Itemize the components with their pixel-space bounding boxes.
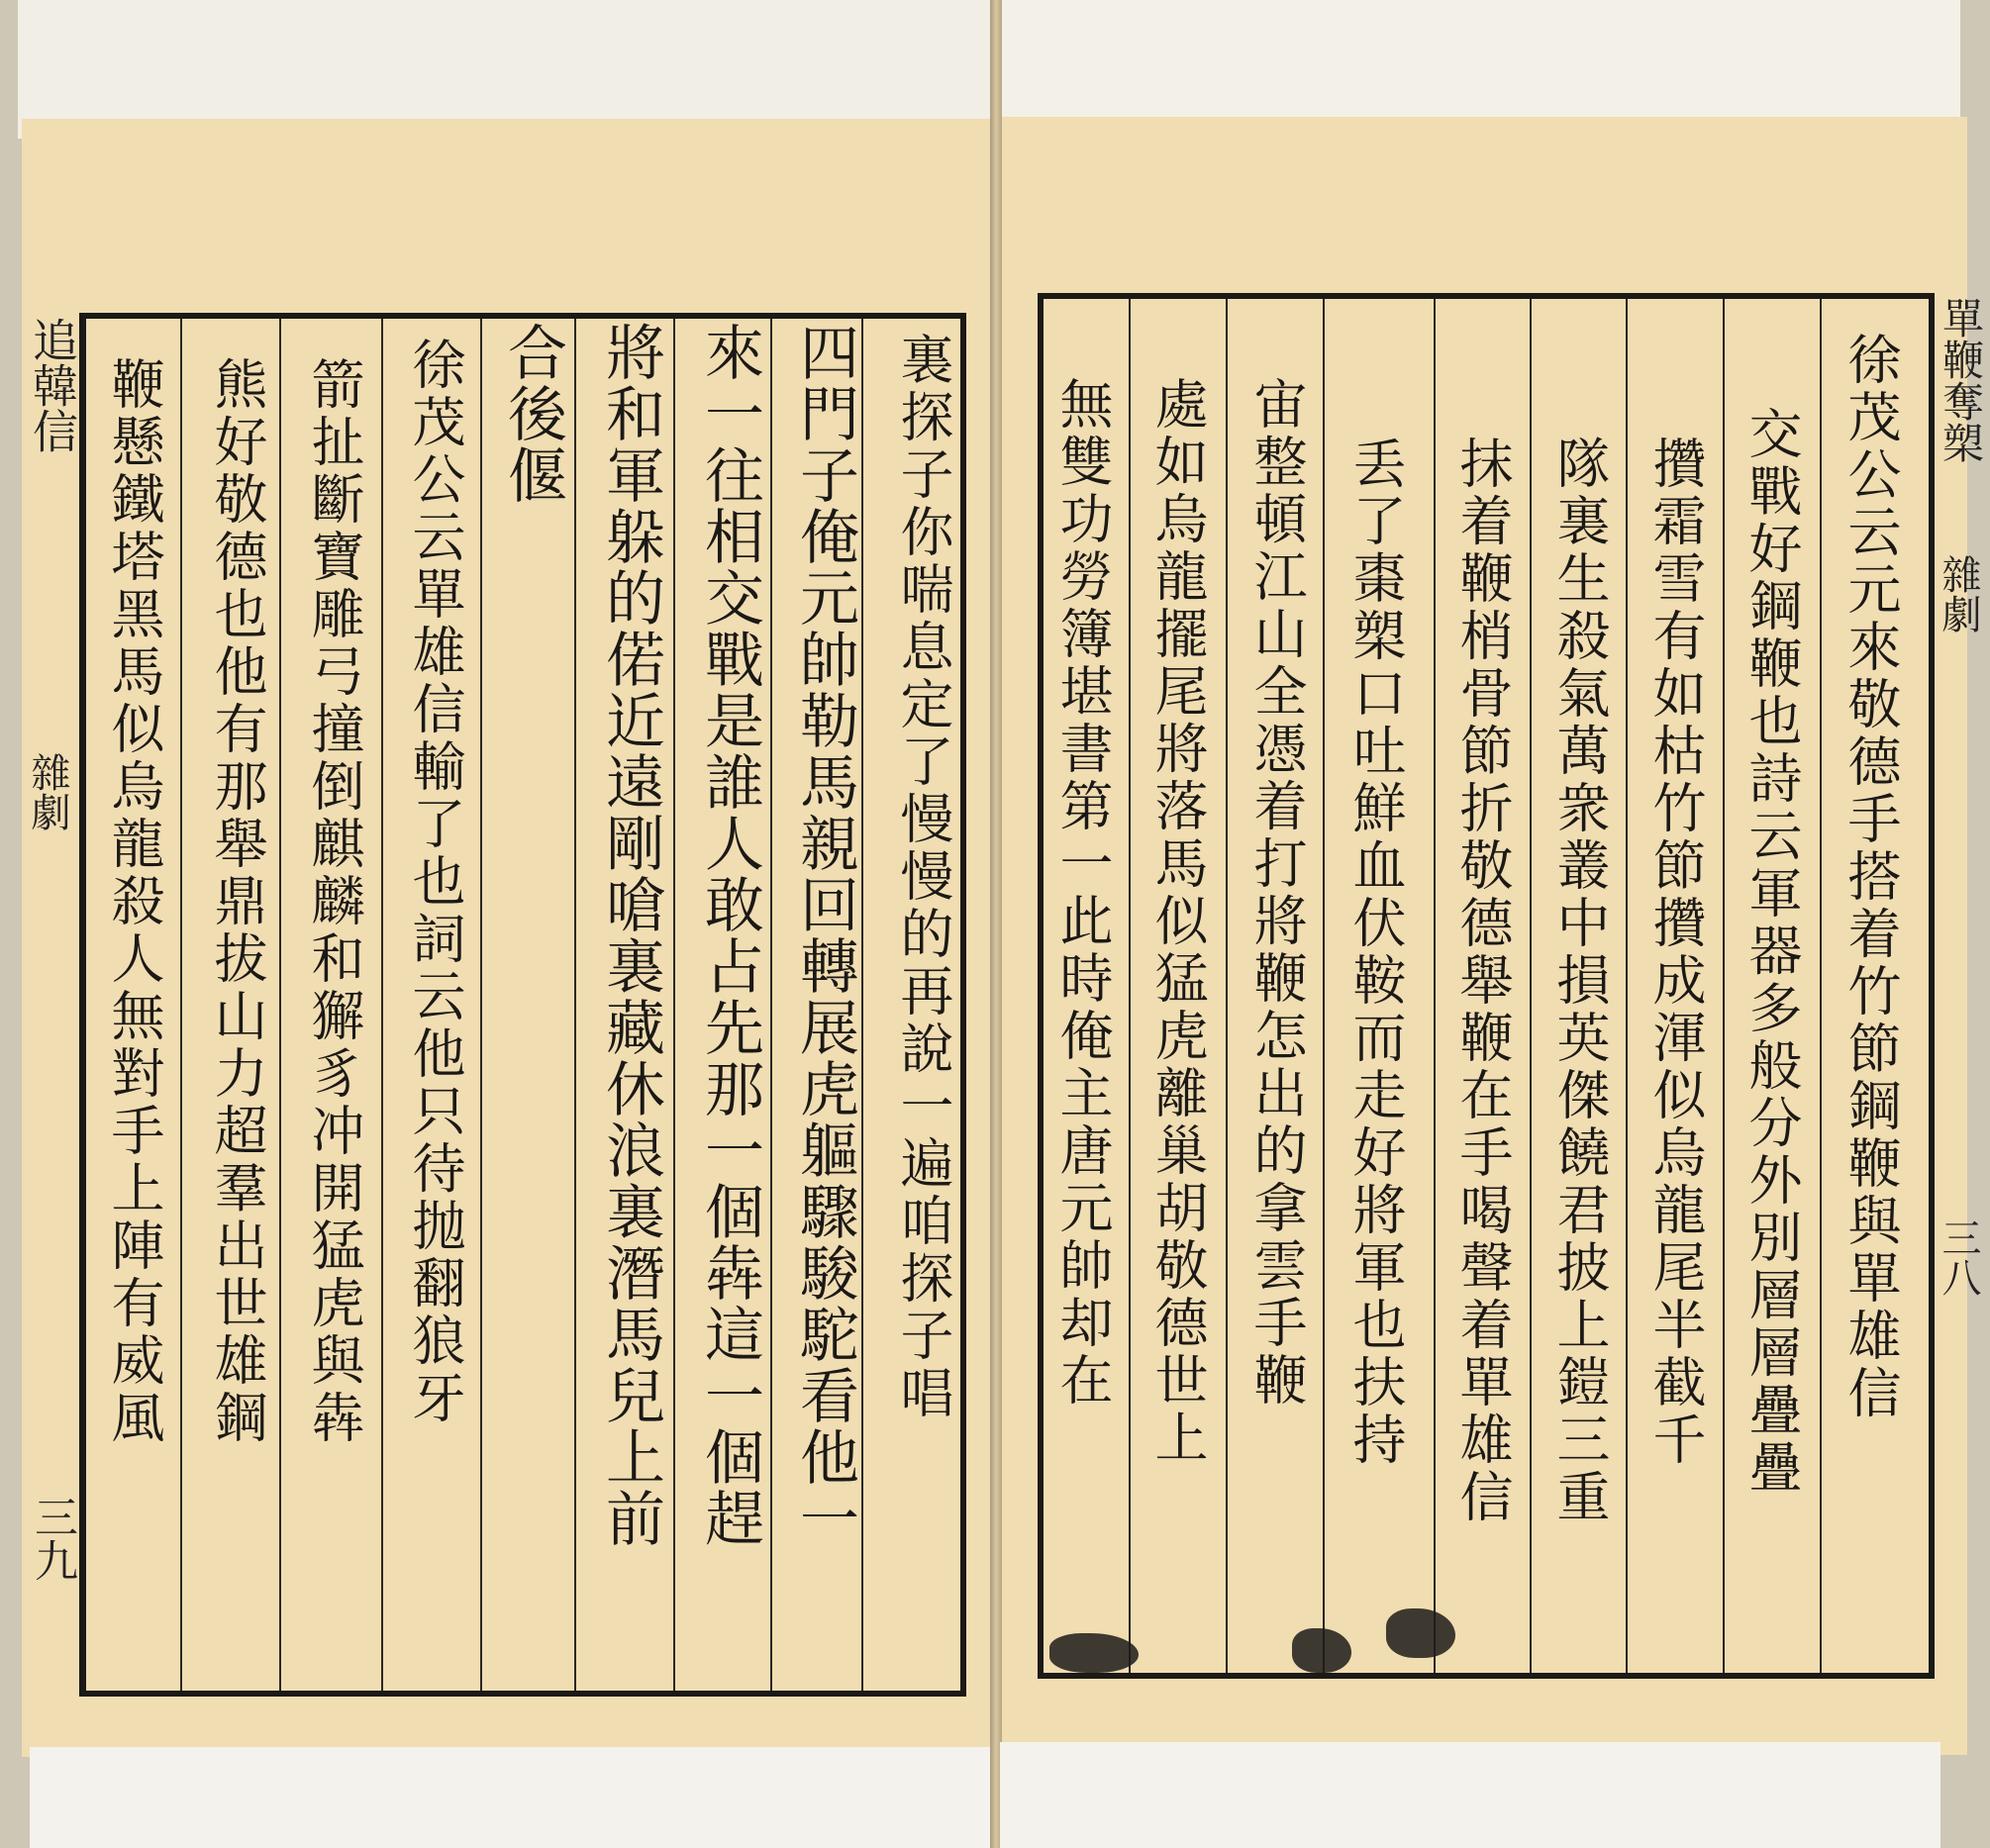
right-edge-folio: 三八 xyxy=(1936,1217,1981,1297)
column-rule xyxy=(180,319,182,1691)
column-rule xyxy=(770,319,772,1691)
column-rule xyxy=(1323,299,1325,1673)
column-rule xyxy=(574,319,576,1691)
right-edge-title: 單鞭奪槊 xyxy=(1937,297,1985,463)
bottom-margin-right xyxy=(1000,1742,1940,1848)
top-margin-left xyxy=(18,0,993,139)
left-edge-folio: 三九 xyxy=(27,1495,77,1582)
text-column: 宙整頓江山全憑着打將鞭怎出的拿雲手鞭 xyxy=(1245,376,1308,1410)
right-edge-genre: 雜劇 xyxy=(1936,554,1981,633)
left-edge-title: 追韓信 xyxy=(26,317,79,453)
column-rule xyxy=(861,319,863,1691)
text-column: 隊裏生殺氣萬衆叢中損英傑饒君披上鎧三重 xyxy=(1548,436,1611,1526)
text-column: 合後偃 xyxy=(498,322,567,506)
text-column: 徐茂公云單雄信輸了也詞云他只待抛翻狼牙 xyxy=(404,337,466,1427)
text-column: 攢霜雪有如枯竹節攢成渾似烏龍尾半截千 xyxy=(1644,436,1707,1469)
column-rule xyxy=(1820,299,1822,1673)
column-rule xyxy=(279,319,281,1691)
column-rule xyxy=(480,319,482,1691)
column-rule xyxy=(1723,299,1725,1673)
column-rule xyxy=(1226,299,1228,1673)
column-rule xyxy=(1626,299,1628,1673)
text-column: 熊好敬德也他有那舉鼎拔山力超羣出世雄鋼 xyxy=(206,356,268,1447)
ink-smudge xyxy=(1049,1633,1139,1673)
column-rule xyxy=(1434,299,1436,1673)
text-column: 來一往相交戰是誰人敢占先那一個犇這一個趕 xyxy=(695,322,764,1549)
text-column: 裏探子你喘息定了慢慢的再說一遍咱探子唱 xyxy=(892,332,954,1422)
text-column: 處如烏龍擺尾將落馬似猛虎離巢胡敬德世上 xyxy=(1146,376,1209,1467)
text-column: 無雙功勞簿堪書第一此時俺主唐元帥却在 xyxy=(1051,376,1114,1410)
text-column: 徐茂公云元來敬德手搭着竹節鋼鞭與單雄信 xyxy=(1840,332,1902,1422)
ink-smudge xyxy=(1386,1608,1455,1658)
column-rule xyxy=(1530,299,1532,1673)
text-column: 鞭懸鐵塔黑馬似烏龍殺人無對手上陣有威風 xyxy=(103,356,165,1447)
text-column: 箭扯斷寶雕弓撞倒麒麟和獬豸冲開猛虎與犇 xyxy=(303,356,365,1447)
left-edge-genre: 雜劇 xyxy=(25,752,70,831)
ink-smudge xyxy=(1292,1628,1351,1673)
text-column: 將和軍躲的偌近遠剛嗆裏藏休浪裏潛馬兒上前 xyxy=(596,322,665,1549)
text-column: 四門子俺元帥勒馬親回轉展虎軀驟駿駝看他一 xyxy=(790,322,859,1549)
text-column: 抹着鞭梢骨節折敬德舉鞭在手喝聲着單雄信 xyxy=(1451,436,1514,1526)
column-rule xyxy=(673,319,675,1691)
column-rule xyxy=(381,319,383,1691)
text-column: 丢了棗槊口吐鮮血伏鞍而走好將軍也扶持 xyxy=(1344,436,1407,1469)
bottom-margin-left xyxy=(30,1747,990,1848)
book-spine xyxy=(990,0,1002,1848)
text-column: 交戰好鋼鞭也詩云軍器多般分外別層層疊疊 xyxy=(1741,406,1803,1497)
column-rule xyxy=(1129,299,1131,1673)
